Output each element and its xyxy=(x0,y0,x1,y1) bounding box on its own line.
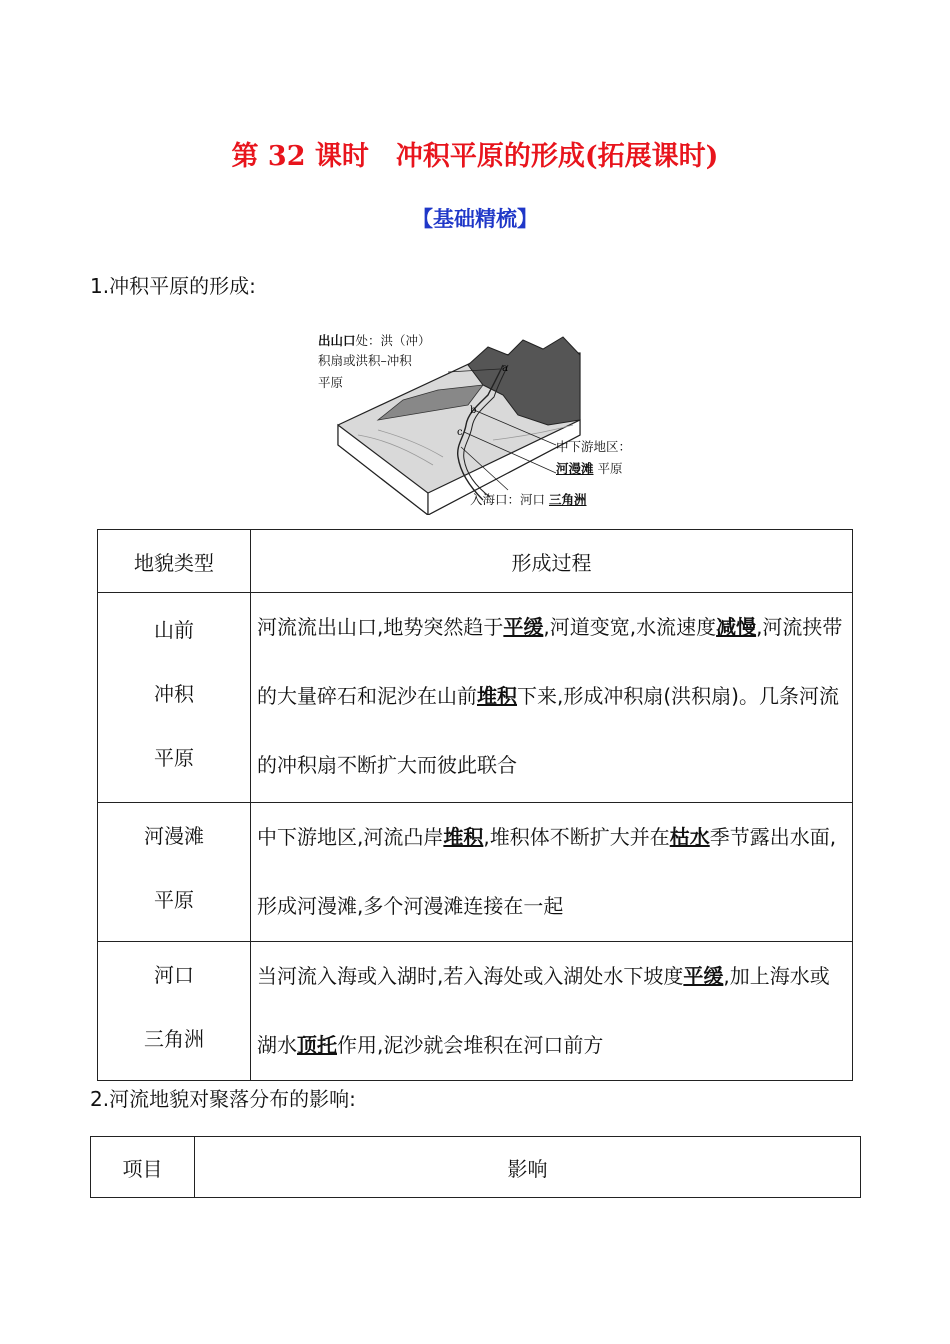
formation-process-text: 当河流入海或入湖时,若入海处或入湖处水下坡度平缓,加上海水或湖水顶托作用,泥沙就会堆积在河口前方 xyxy=(251,942,853,1081)
landform-name: 平原 xyxy=(154,746,194,770)
key-term: 平缓 xyxy=(503,615,544,639)
settlement-impact-table xyxy=(90,1136,861,1198)
key-term: 堆积 xyxy=(477,684,517,708)
alluvial-plain-diagram xyxy=(318,325,638,515)
landform-name: 平原 xyxy=(154,888,194,912)
formation-process-text: 中下游地区,河流凸岸堆积,堆积体不断扩大并在枯水季节露出水面,形成河漫滩,多个河漫滩连接在一起 xyxy=(251,803,853,942)
table-row xyxy=(98,803,853,942)
label-mountain-outlet: 出山口处：洪（冲） xyxy=(318,333,431,348)
point-b-label: b xyxy=(470,405,477,416)
header-impact: 影响 xyxy=(195,1137,861,1198)
header-landform-type: 地貌类型 xyxy=(98,530,251,593)
formation-process-text: 河流流出山口,地势突然趋于平缓,河道变宽,水流速度减慢,河流挟带的大量碎石和泥沙在山前堆积下来,形成冲积扇(洪积扇)。几条河流的冲积扇不断扩大而彼此联合 xyxy=(251,593,853,803)
header-formation-process: 形成过程 xyxy=(251,530,853,593)
landform-name: 三角洲 xyxy=(144,1027,204,1051)
section-2-heading: 2.河流地貌对聚落分布的影响: xyxy=(90,1087,356,1111)
key-term: 减慢 xyxy=(716,615,757,639)
table-row xyxy=(98,942,853,1081)
key-term: 平缓 xyxy=(683,964,724,988)
landform-formation-table xyxy=(97,529,853,1081)
key-term: 顶托 xyxy=(297,1033,337,1057)
landform-name: 河口 xyxy=(154,963,194,987)
point-c-label: c xyxy=(457,427,463,438)
page-title: 第 32 课时 冲积平原的形成(拓展课时) xyxy=(231,141,719,172)
section-heading: 【基础精梳】 xyxy=(412,207,538,231)
section-1-heading: 1.冲积平原的形成: xyxy=(90,274,256,298)
key-term: 堆积 xyxy=(443,825,484,849)
label-midstream: 中下游地区： xyxy=(556,439,632,454)
landform-name: 河漫滩 xyxy=(144,824,204,848)
label-estuary: 入海口：河口 三角洲 xyxy=(470,492,587,507)
label-floodplain: 河漫滩 平原 xyxy=(556,461,623,476)
point-a-label: a xyxy=(502,363,508,374)
label-mountain-outlet-line3: 平原 xyxy=(318,375,344,390)
table-header-row xyxy=(98,530,853,593)
header-item: 项目 xyxy=(91,1137,195,1198)
label-mountain-outlet-line2: 积扇或洪积–冲积 xyxy=(318,353,412,368)
table-header-row xyxy=(91,1137,861,1198)
landform-name: 山前 xyxy=(154,618,194,642)
key-term: 枯水 xyxy=(669,825,710,849)
table-row xyxy=(98,593,853,803)
landform-name: 冲积 xyxy=(154,682,194,706)
